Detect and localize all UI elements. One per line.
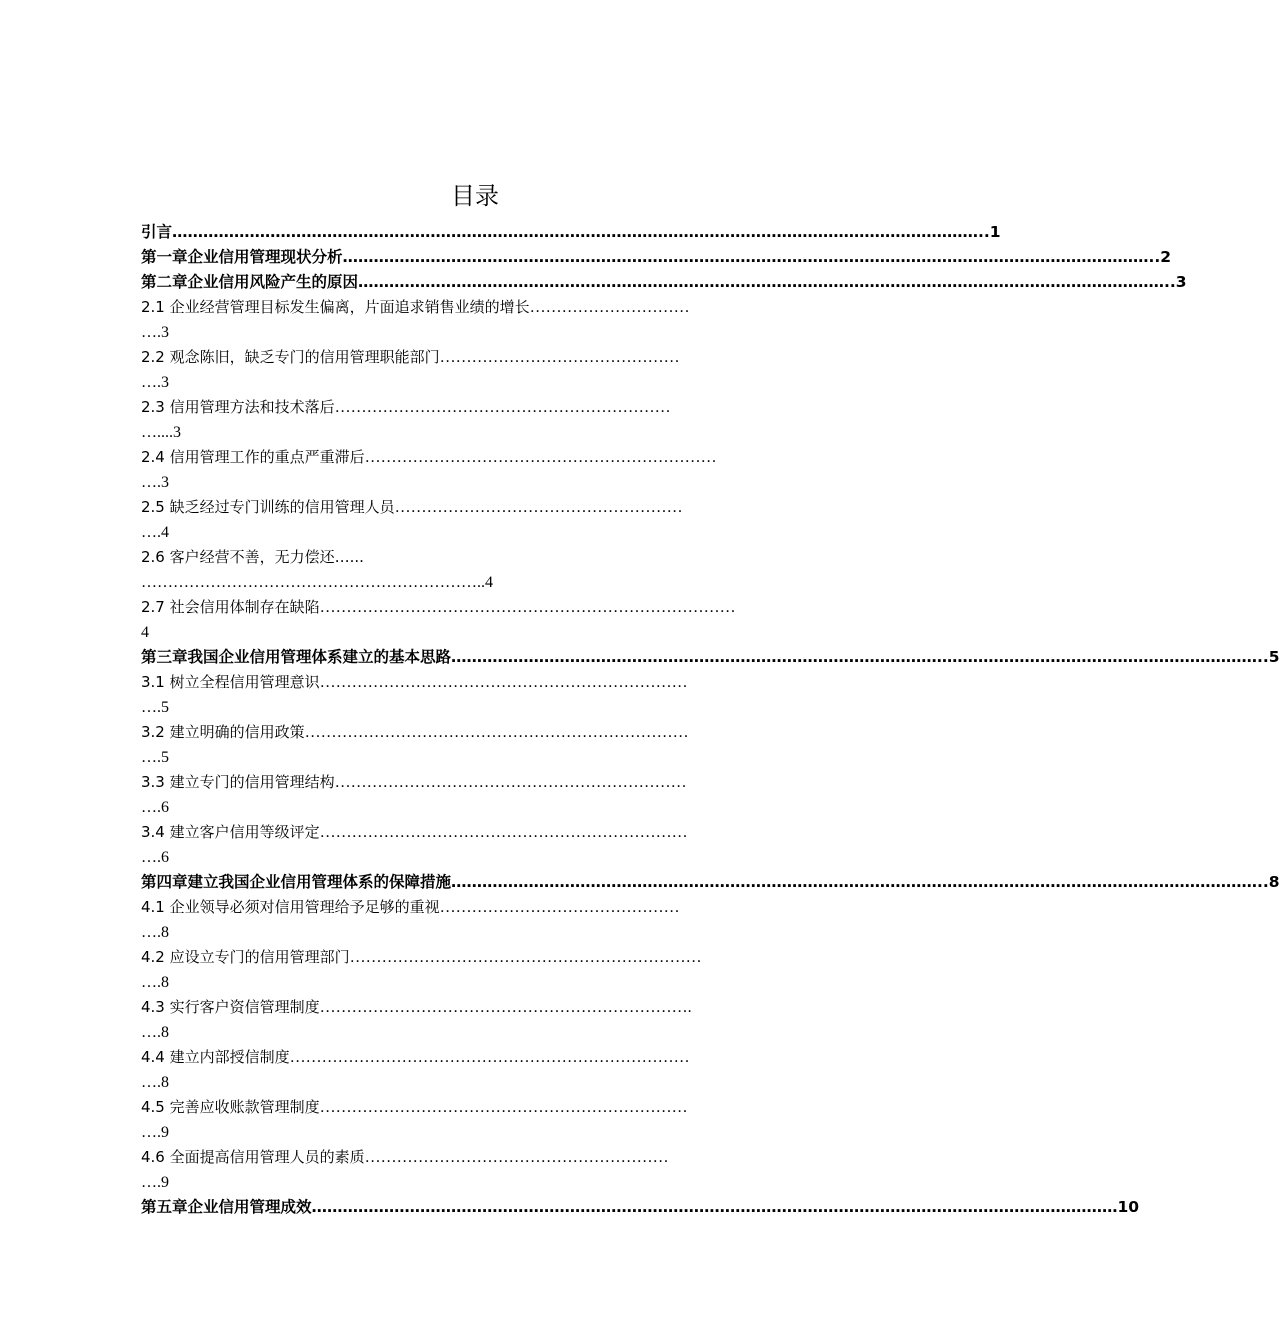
toc-entry-page-line: ….6: [141, 849, 169, 866]
toc-leader-dots: …………………………………………………………………………………………………………………………………………: [451, 873, 1258, 891]
toc-entry-page-line: ….5: [141, 699, 169, 716]
toc-entry-title: 4.5 完善应收账款管理制度: [141, 1098, 320, 1116]
toc-entry-title: 第一章企业信用管理现状分析: [141, 248, 343, 266]
toc-entry-title: 2.5 缺乏经过专门训练的信用管理人员: [141, 498, 395, 516]
toc-leader-dots: ……………………………………………………………: [319, 674, 688, 691]
toc-entry-4-3[interactable]: [141, 995, 841, 1020]
toc-entry-title: 4.1 企业领导必须对信用管理给予足够的重视: [141, 898, 440, 916]
toc-leader-dots: …………………………………………………………………………………………………………………………………………: [451, 648, 1258, 666]
toc-entry-page: ..5: [1257, 648, 1280, 666]
toc-entry-title: 引言: [141, 223, 173, 241]
toc-entry-3-1[interactable]: [141, 670, 841, 695]
toc-entry-chapter-4[interactable]: [141, 870, 1280, 895]
toc-leader-dots: …………………………………………………………………: [289, 1049, 690, 1066]
toc-entry-page-line: ….8: [141, 974, 169, 991]
toc-entry-4-2[interactable]: [141, 945, 841, 970]
toc-entry-title: 第三章我国企业信用管理体系建立的基本思路: [141, 648, 452, 666]
toc-leader-dots: …………………………………………………………: [364, 449, 717, 466]
toc-entry-3-2[interactable]: [141, 720, 841, 745]
toc-entry-title: 4.4 建立内部授信制度: [141, 1048, 290, 1066]
toc-entry-intro[interactable]: [141, 220, 1001, 245]
toc-entry-title: 3.2 建立明确的信用政策: [141, 723, 305, 741]
toc-entry-3-4[interactable]: [141, 820, 841, 845]
toc-entry-3-3[interactable]: [141, 770, 841, 795]
toc-entry-2-1[interactable]: [141, 295, 841, 320]
toc-leader-dots: …………………………………………………………: [349, 949, 702, 966]
toc-entry-title: 2.2 观念陈旧，缺乏专门的信用管理职能部门: [141, 348, 440, 366]
toc-entry-page: 10: [1117, 1198, 1140, 1216]
toc-leader-dots: ………………………………………………………………: [304, 724, 689, 741]
toc-entry-page-line: 4: [141, 624, 149, 641]
toc-leader-dots: ………………………………………: [439, 349, 680, 366]
toc-entry-page: ..8: [1257, 873, 1280, 891]
toc-entry-page: ..3: [1164, 273, 1187, 291]
toc-entry-2-6[interactable]: [141, 545, 841, 570]
toc-entry-chapter-3[interactable]: [141, 645, 1280, 670]
toc-leader-dots: …………………………………………………………………………………………………………………………………………: [311, 1198, 1118, 1216]
toc-leader-dots: ………………………………………: [439, 899, 680, 916]
toc-entry-page-line: ….3: [141, 324, 169, 341]
toc-entry-chapter-2[interactable]: [141, 270, 1187, 295]
toc-entry-page-line: ….8: [141, 1074, 169, 1091]
toc-leader-dots: ………………………………………………………: [334, 399, 671, 416]
toc-leader-dots: ……………………………………………………………: [319, 824, 688, 841]
toc-title: 目录: [451, 182, 499, 210]
toc-entry-4-1[interactable]: [141, 895, 841, 920]
toc-entry-title: 第四章建立我国企业信用管理体系的保障措施: [141, 873, 452, 891]
toc-entry-page-line: ….5: [141, 749, 169, 766]
toc-leader-dots: ……………………………………………………………………: [319, 599, 736, 616]
toc-entry-chapter-1[interactable]: [141, 245, 1172, 270]
toc-entry-title: 3.1 树立全程信用管理意识: [141, 673, 320, 691]
toc-entry-title: 2.3 信用管理方法和技术落后: [141, 398, 335, 416]
toc-leader-dots: ………………………………………………: [394, 499, 683, 516]
toc-entry-title: 2.1 企业经营管理目标发生偏离，片面追求销售业绩的增长: [141, 298, 530, 316]
toc-leader-dots: …………………………………………………………….: [319, 999, 692, 1016]
toc-entry-page-line: ….9: [141, 1124, 169, 1141]
toc-entry-page-line: ….3: [141, 374, 169, 391]
toc-entry-page-line: …....3: [141, 424, 181, 441]
toc-entry-4-4[interactable]: [141, 1045, 841, 1070]
toc-entry-page-line: ….4: [141, 524, 169, 541]
toc-entry-4-5[interactable]: [141, 1095, 841, 1120]
toc-leader-dots: …………………………………………………: [364, 1149, 669, 1166]
toc-entry-title: 4.3 实行客户资信管理制度: [141, 998, 320, 1016]
toc-entry-title: 3.4 建立客户信用等级评定: [141, 823, 320, 841]
toc-entry-title: 第五章企业信用管理成效: [141, 1198, 312, 1216]
toc-entry-page-line: ………………………………………………………..4: [141, 574, 493, 591]
toc-leader-dots: …………………………………………………………………………………………………………………………………………: [172, 223, 979, 241]
toc-entry-2-5[interactable]: [141, 495, 841, 520]
toc-entry-title: 2.7 社会信用体制存在缺陷: [141, 598, 320, 616]
toc-entry-page: ..2: [1148, 248, 1172, 266]
toc-entry-page-line: ….8: [141, 1024, 169, 1041]
toc-leader-dots: ……………………………………………………………: [319, 1099, 688, 1116]
toc-entry-title: 4.6 全面提高信用管理人员的素质: [141, 1148, 365, 1166]
toc-entry-title: 4.2 应设立专门的信用管理部门: [141, 948, 350, 966]
toc-leader-dots: …………………………………………………………: [334, 774, 687, 791]
toc-entry-2-7[interactable]: [141, 595, 841, 620]
toc-entry-page-line: ….3: [141, 474, 169, 491]
toc-entry-title: 2.6 客户经营不善，无力偿还…...: [141, 548, 364, 566]
toc-entry-title: 第二章企业信用风险产生的原因: [141, 273, 359, 291]
toc-entry-title: 2.4 信用管理工作的重点严重滞后: [141, 448, 365, 466]
table-of-contents: [141, 220, 1280, 1220]
toc-entry-4-6[interactable]: [141, 1145, 841, 1170]
toc-entry-title: 3.3 建立专门的信用管理结构: [141, 773, 335, 791]
toc-entry-page: ..1: [978, 223, 1001, 241]
toc-entry-chapter-5[interactable]: [141, 1195, 1140, 1220]
toc-leader-dots: …………………………………………………………………………………………………………………………………………: [358, 273, 1165, 291]
toc-leader-dots: …………………………: [529, 299, 690, 316]
toc-leader-dots: …………………………………………………………………………………………………………………………………………: [342, 248, 1149, 266]
toc-entry-page-line: ….9: [141, 1174, 169, 1191]
toc-entry-page-line: ….8: [141, 924, 169, 941]
toc-entry-2-2[interactable]: [141, 345, 841, 370]
toc-entry-2-4[interactable]: [141, 445, 841, 470]
toc-entry-2-3[interactable]: [141, 395, 841, 420]
toc-entry-page-line: ….6: [141, 799, 169, 816]
